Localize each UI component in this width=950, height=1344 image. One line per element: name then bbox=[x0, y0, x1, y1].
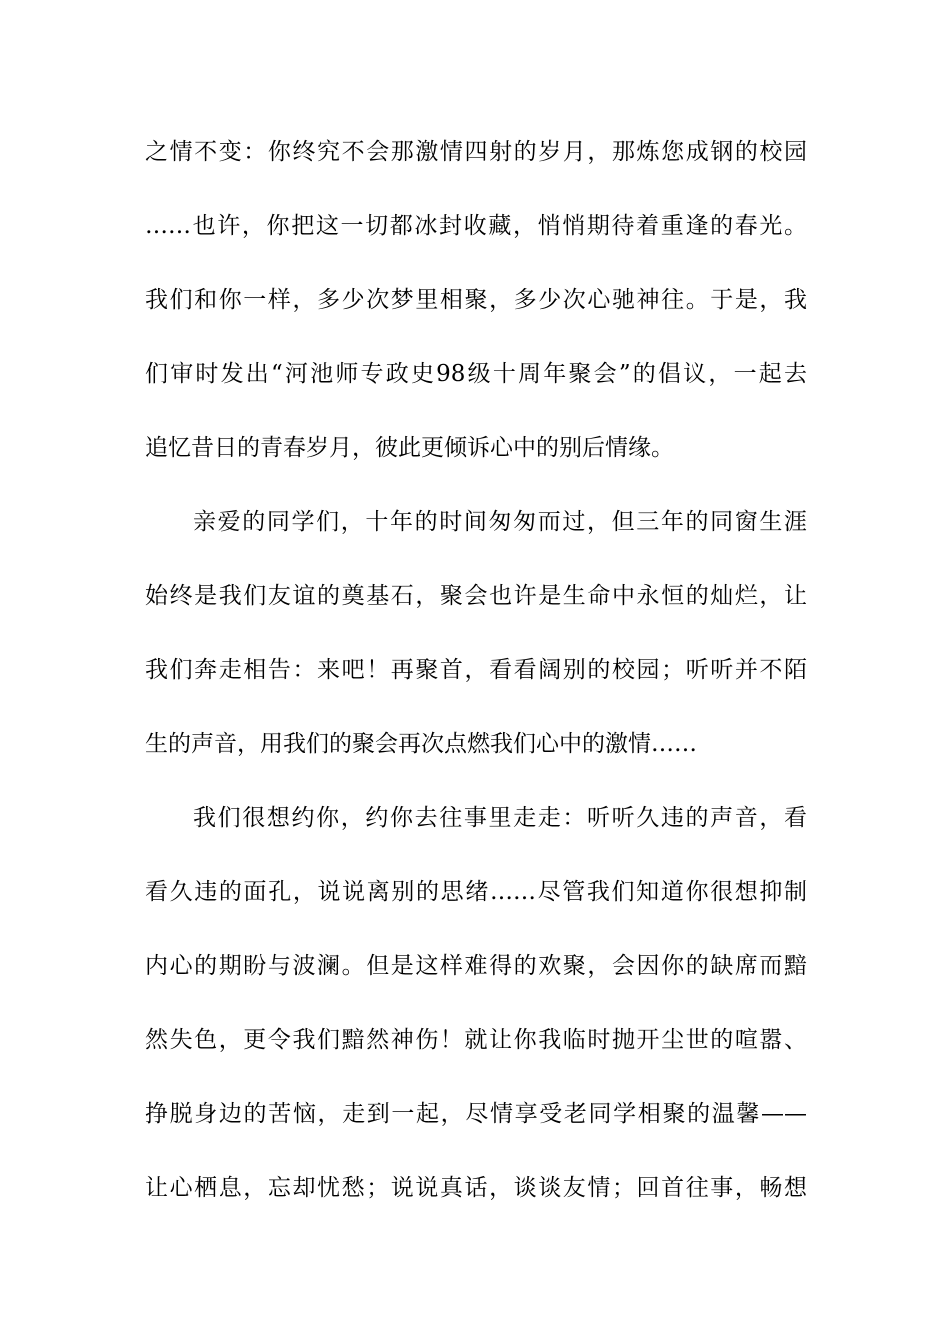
text-line: 我们和你一样，多少次梦里相聚，多少次心驰神往。于是，我 bbox=[145, 287, 807, 313]
paragraph-first-line: 我们很想约你，约你去往事里走走：听听久违的声音，看 bbox=[193, 805, 807, 831]
text-line: 我们奔走相告：来吧！再聚首，看看阔别的校园；听听并不陌 bbox=[145, 657, 807, 683]
paragraph-first-line: 亲爱的同学们，十年的时间匆匆而过，但三年的同窗生涯 bbox=[193, 509, 807, 535]
body-text bbox=[145, 130, 807, 1240]
text-line: 然失色，更令我们黯然神伤！就让你我临时抛开尘世的喧嚣、 bbox=[145, 1027, 807, 1053]
text-line: 追忆昔日的青春岁月，彼此更倾诉心中的别后情缘。 bbox=[145, 435, 674, 461]
text-line: ……也许，你把这一切都冰封收藏，悄悄期待着重逢的春光。 bbox=[145, 213, 807, 239]
text-line: 挣脱身边的苦恼，走到一起，尽情享受老同学相聚的温馨—— bbox=[145, 1101, 807, 1127]
text-line: 们审时发出“河池师专政史98级十周年聚会”的倡议，一起去 bbox=[145, 361, 807, 387]
text-line: 让心栖息，忘却忧愁；说说真话，谈谈友情；回首往事，畅想 bbox=[145, 1175, 807, 1201]
text-line: 内心的期盼与波澜。但是这样难得的欢聚，会因你的缺席而黯 bbox=[145, 953, 807, 979]
text-line: 始终是我们友谊的奠基石，聚会也许是生命中永恒的灿烂，让 bbox=[145, 583, 807, 609]
text-line: 之情不变：你终究不会那激情四射的岁月，那炼您成钢的校园 bbox=[145, 139, 807, 165]
text-line: 看久违的面孔，说说离别的思绪……尽管我们知道你很想抑制 bbox=[145, 879, 807, 905]
text-line: 生的声音，用我们的聚会再次点燃我们心中的激情…… bbox=[145, 731, 697, 757]
